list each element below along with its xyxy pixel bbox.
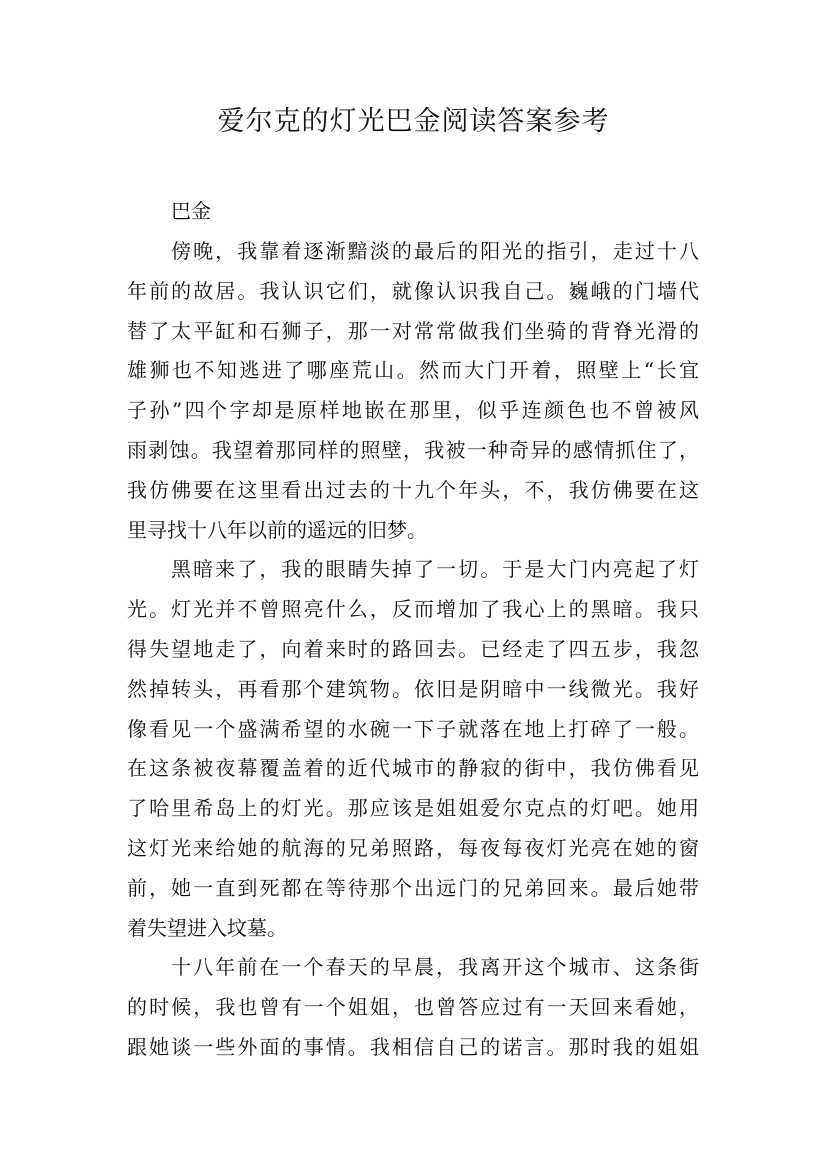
text-line: 替了太平缸和石狮子，那一对常常做我们坐骑的背脊光滑的 — [127, 318, 699, 343]
paragraph-2 — [127, 550, 707, 948]
text-line: 子孙”四个字却是原样地嵌在那里，似乎连颜色也不曾被风 — [127, 398, 699, 423]
text-line: 傍晚，我靠着逐渐黯淡的最后的阳光的指引，走过十八 — [171, 239, 699, 263]
author-name: 巴金 — [171, 199, 211, 223]
text-line: 像看见一个盛满希望的水碗一下子就落在地上打碎了一般。 — [127, 716, 699, 741]
text-line: 然掉转头，再看那个建筑物。依旧是阴暗中一线微光。我好 — [127, 676, 699, 701]
text-line: 年前的故居。我认识它们，就像认识我自己。巍峨的门墙代 — [127, 278, 699, 303]
text-line: 着失望进入坟墓。 — [127, 915, 287, 940]
text-line: 的时候，我也曾有一个姐姐，也曾答应过有一天回来看她， — [127, 995, 699, 1020]
text-line: 了哈里希岛上的灯光。那应该是姐姐爱尔克点的灯吧。她用 — [127, 796, 699, 821]
text-line: 得失望地走了，向着来时的路回去。已经走了四五步，我忽 — [127, 636, 699, 661]
text-line: 十八年前在一个春天的早晨，我离开这个城市、这条街 — [171, 955, 699, 980]
paragraph-3 — [127, 948, 707, 1067]
paragraph-1 — [127, 232, 707, 550]
text-line: 黑暗来了，我的眼睛失掉了一切。于是大门内亮起了灯 — [171, 557, 699, 582]
text-line: 雄狮也不知逃进了哪座荒山。然而大门开着，照壁上“长宜 — [127, 358, 699, 383]
text-line: 雨剥蚀。我望着那同样的照壁，我被一种奇异的感情抓住了， — [127, 437, 699, 462]
document-body — [127, 190, 707, 1068]
text-line: 前，她一直到死都在等待那个出远门的兄弟回来。最后她带 — [127, 875, 699, 900]
text-line: 我仿佛要在这里看出过去的十九个年头，不，我仿佛要在这 — [127, 477, 699, 502]
document-title: 爱尔克的灯光巴金阅读答案参考 — [217, 106, 610, 137]
text-line: 跟她谈一些外面的事情。我相信自己的诺言。那时我的姐姐 — [127, 1034, 699, 1059]
text-line: 在这条被夜幕覆盖着的近代城市的静寂的街中，我仿佛看见 — [127, 756, 699, 781]
text-line: 光。灯光并不曾照亮什么，反而增加了我心上的黑暗。我只 — [127, 597, 699, 622]
text-line: 这灯光来给她的航海的兄弟照路，每夜每夜灯光亮在她的窗 — [127, 835, 699, 860]
text-line: 里寻找十八年以前的遥远的旧梦。 — [127, 517, 427, 542]
